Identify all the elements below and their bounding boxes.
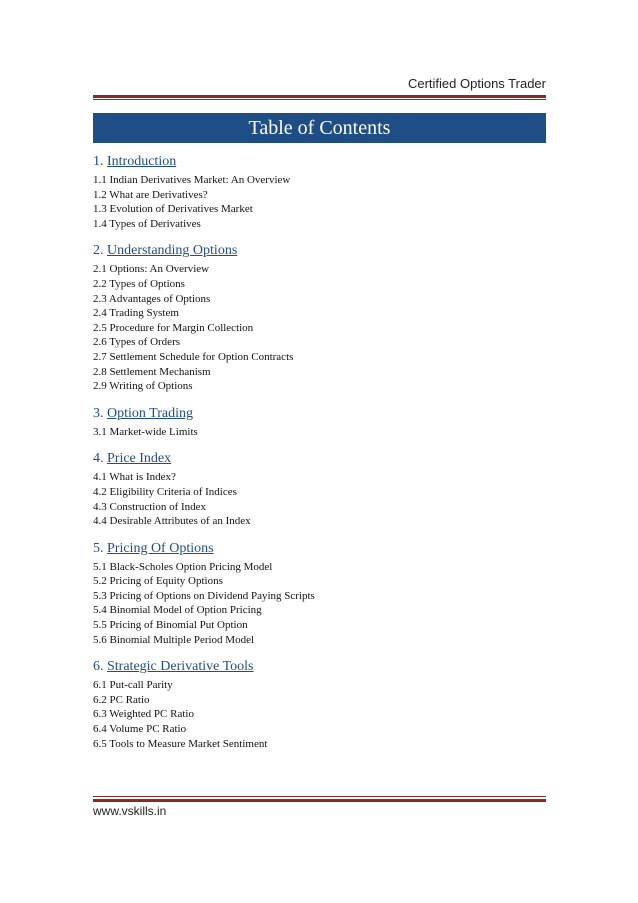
section-item-list: [93, 470, 546, 528]
footer-rule-thick: [93, 799, 546, 802]
toc-section: [93, 404, 546, 440]
toc-entry[interactable]: 6.1 Put-call Parity: [93, 679, 173, 692]
section-number: 5.: [93, 540, 104, 556]
section-item-list: [93, 262, 546, 393]
footer-rule-thin: [93, 796, 546, 797]
toc-entry[interactable]: 6.3 Weighted PC Ratio: [93, 708, 194, 721]
toc-entry[interactable]: 1.1 Indian Derivatives Market: An Overview: [93, 174, 291, 186]
section-number: 2.: [93, 243, 104, 259]
toc-entry[interactable]: 2.6 Types of Orders: [93, 336, 181, 349]
section-item-list: [93, 678, 546, 751]
section-item-list: [93, 560, 546, 648]
toc-entry[interactable]: 5.4 Binomial Model of Option Pricing: [93, 604, 262, 617]
section-title-link[interactable]: Understanding Options: [107, 243, 238, 259]
header-rule-thin: [93, 99, 546, 100]
section-number: 3.: [93, 405, 104, 421]
toc-entry[interactable]: 1.3 Evolution of Derivatives Market: [93, 203, 253, 216]
toc-entry[interactable]: 4.3 Construction of Index: [93, 500, 207, 513]
section-heading[interactable]: [93, 449, 546, 468]
section-heading[interactable]: [93, 404, 546, 423]
toc-section: [93, 241, 546, 393]
toc-entry[interactable]: 1.4 Types of Derivatives: [93, 217, 201, 230]
toc-title: Table of Contents: [248, 117, 391, 139]
toc-entry[interactable]: 5.1 Black-Scholes Option Pricing Model: [93, 560, 273, 573]
toc-entry[interactable]: 6.5 Tools to Measure Market Sentiment: [93, 737, 268, 750]
toc-entry[interactable]: 2.7 Settlement Schedule for Option Contracts: [93, 350, 294, 363]
section-title-link[interactable]: Introduction: [107, 154, 177, 169]
toc-entry[interactable]: 2.4 Trading System: [93, 307, 179, 320]
toc-section: [93, 657, 546, 751]
section-item-list: [93, 425, 546, 440]
toc-entry[interactable]: 5.2 Pricing of Equity Options: [93, 575, 223, 588]
toc-section: [93, 539, 546, 648]
toc-entry[interactable]: 5.6 Binomial Multiple Period Model: [93, 633, 255, 646]
toc-entry[interactable]: 4.1 What is Index?: [93, 471, 176, 484]
table-of-contents: [93, 152, 546, 761]
toc-entry[interactable]: 1.2 What are Derivatives?: [93, 188, 208, 201]
section-heading[interactable]: [93, 539, 546, 558]
section-title-link[interactable]: Pricing Of Options: [107, 540, 214, 556]
toc-entry[interactable]: 2.8 Settlement Mechanism: [93, 365, 211, 378]
toc-entry[interactable]: 4.4 Desirable Attributes of an Index: [93, 515, 251, 528]
section-heading[interactable]: [93, 152, 546, 171]
section-number: 6.: [93, 659, 104, 675]
toc-section: [93, 152, 546, 231]
toc-entry[interactable]: 2.5 Procedure for Margin Collection: [93, 321, 254, 334]
toc-entry[interactable]: 6.2 PC Ratio: [93, 693, 150, 706]
running-header-title: Certified Options Trader: [407, 76, 546, 91]
footer-url: www.vskills.in: [93, 804, 167, 818]
header-rule-thick: [93, 95, 546, 98]
toc-section: [93, 449, 546, 528]
section-item-list: [93, 173, 546, 231]
section-title-link[interactable]: Price Index: [107, 451, 172, 467]
section-number: 1.: [93, 154, 104, 169]
toc-entry[interactable]: 2.2 Types of Options: [93, 277, 185, 290]
toc-entry[interactable]: 2.3 Advantages of Options: [93, 292, 211, 305]
section-heading[interactable]: [93, 241, 546, 260]
toc-entry[interactable]: 2.1 Options: An Overview: [93, 263, 210, 276]
section-title-link[interactable]: Option Trading: [107, 405, 193, 421]
section-title-link[interactable]: Strategic Derivative Tools: [107, 659, 254, 675]
toc-entry[interactable]: 6.4 Volume PC Ratio: [93, 723, 187, 736]
toc-banner: [93, 113, 546, 143]
toc-entry[interactable]: 2.9 Writing of Options: [93, 380, 193, 393]
toc-entry[interactable]: 4.2 Eligibility Criteria of Indices: [93, 485, 237, 498]
toc-entry[interactable]: 5.3 Pricing of Options on Dividend Paying Scripts: [93, 589, 315, 602]
section-number: 4.: [93, 451, 104, 467]
section-heading[interactable]: [93, 657, 546, 676]
toc-entry[interactable]: 3.1 Market-wide Limits: [93, 425, 198, 438]
toc-entry[interactable]: 5.5 Pricing of Binomial Put Option: [93, 619, 248, 632]
